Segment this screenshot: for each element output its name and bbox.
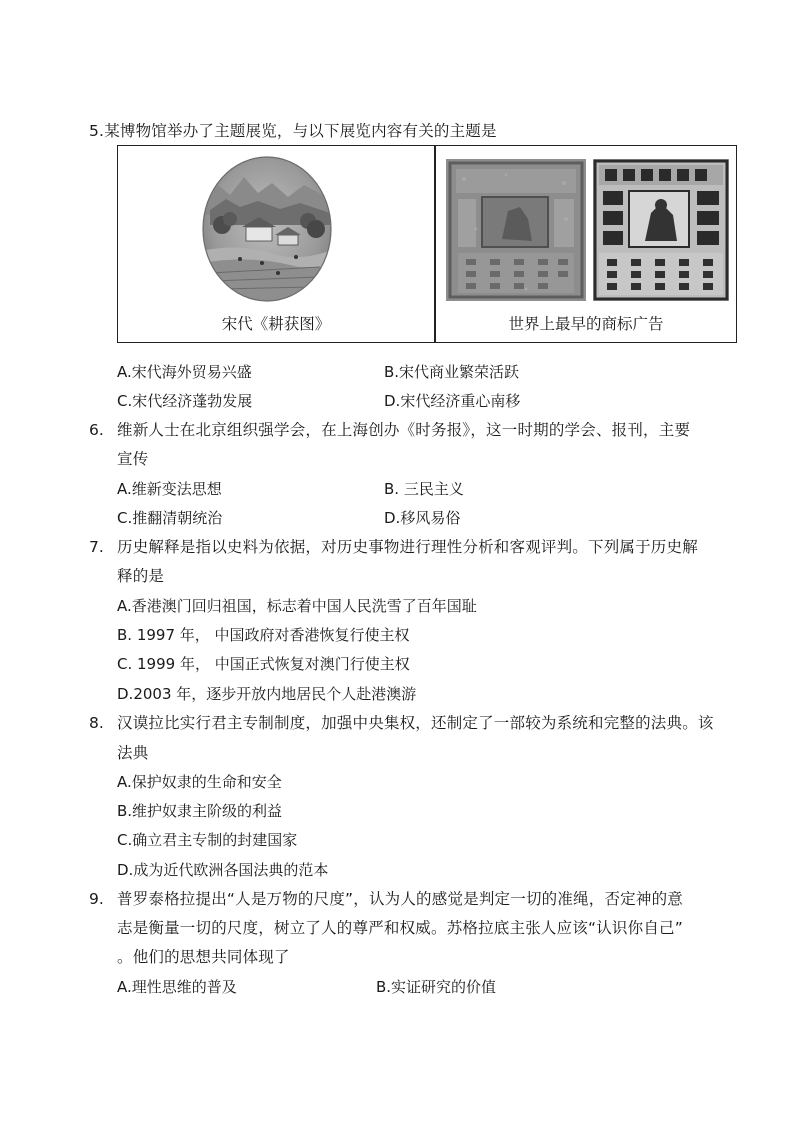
q5-option-a[interactable]: A.宋代海外贸易兴盛 <box>117 363 252 381</box>
q9-stem-line3: 。他们的思想共同体现了 <box>117 948 290 966</box>
q5-option-c[interactable]: C.宋代经济蓬勃发展 <box>117 392 253 410</box>
q7-option-a[interactable]: A.香港澳门回归祖国，标志着中国人民洗雪了百年国耻 <box>117 597 477 615</box>
q7-option-c[interactable]: C. 1999 年， 中国正式恢复对澳门行使主权 <box>117 655 410 673</box>
q9-stem-line1: 普罗泰格拉提出“人是万物的尺度”，认为人的感觉是判定一切的准绳，否定神的意 <box>117 890 683 908</box>
q6-stem-line1: 维新人士在北京组织强学会，在上海创办《时务报》，这一时期的学会、报刊，主要 <box>117 421 691 439</box>
q9-number: 9. <box>89 890 104 908</box>
q8-stem-line2: 法典 <box>117 744 149 762</box>
q8-stem-line1: 汉谟拉比实行君主专制制度，加强中央集权，还制定了一部较为系统和完整的法典。该 <box>117 714 714 732</box>
q6-stem-line2: 宣传 <box>117 450 149 468</box>
q7-stem-line1: 历史解释是指以史料为依据，对历史事物进行理性分析和客观评判。下列属于历史解 <box>117 538 698 556</box>
exhibit-divider <box>434 146 436 342</box>
liujia-needle-shop-ad-image <box>593 159 729 301</box>
bronze-plate-rubbing-image <box>446 159 586 301</box>
q8-option-a[interactable]: A.保护奴隶的生命和安全 <box>117 773 282 791</box>
q6-option-a[interactable]: A.维新变法思想 <box>117 480 222 498</box>
q8-number: 8. <box>89 714 104 732</box>
q9-option-a[interactable]: A.理性思维的普及 <box>117 978 237 996</box>
q5-exhibit-left-caption: 宋代《耕获图》 <box>221 315 331 333</box>
q6-number: 6. <box>89 421 104 439</box>
q7-option-b[interactable]: B. 1997 年， 中国政府对香港恢复行使主权 <box>117 626 410 644</box>
q8-option-c[interactable]: C.确立君主专制的封建国家 <box>117 831 298 849</box>
q5-option-d[interactable]: D.宋代经济重心南移 <box>384 392 521 410</box>
q7-stem-line2: 释的是 <box>117 567 165 585</box>
q6-option-c[interactable]: C.推翻清朝统治 <box>117 509 223 527</box>
q9-stem-line2: 志是衡量一切的尺度，树立了人的尊严和权威。苏格拉底主张人应该“认识你自己” <box>117 919 683 937</box>
q6-option-b[interactable]: B. 三民主义 <box>384 480 464 498</box>
q5-option-b[interactable]: B.宋代商业繁荣活跃 <box>384 363 520 381</box>
q7-number: 7. <box>89 538 104 556</box>
genghuotu-painting-image <box>200 155 334 303</box>
q5-exhibit-right-caption: 世界上最早的商标广告 <box>508 315 664 333</box>
q8-option-d[interactable]: D.成为近代欧洲各国法典的范本 <box>117 861 329 879</box>
q5-stem: 5.某博物馆举办了主题展览，与以下展览内容有关的主题是 <box>89 122 497 140</box>
q9-option-b[interactable]: B.实证研究的价值 <box>376 978 497 996</box>
q6-option-d[interactable]: D.移风易俗 <box>384 509 461 527</box>
q8-option-b[interactable]: B.维护奴隶主阶级的利益 <box>117 802 283 820</box>
q5-exhibit-table <box>117 145 737 343</box>
q7-option-d[interactable]: D.2003 年，逐步开放内地居民个人赴港澳游 <box>117 685 417 703</box>
